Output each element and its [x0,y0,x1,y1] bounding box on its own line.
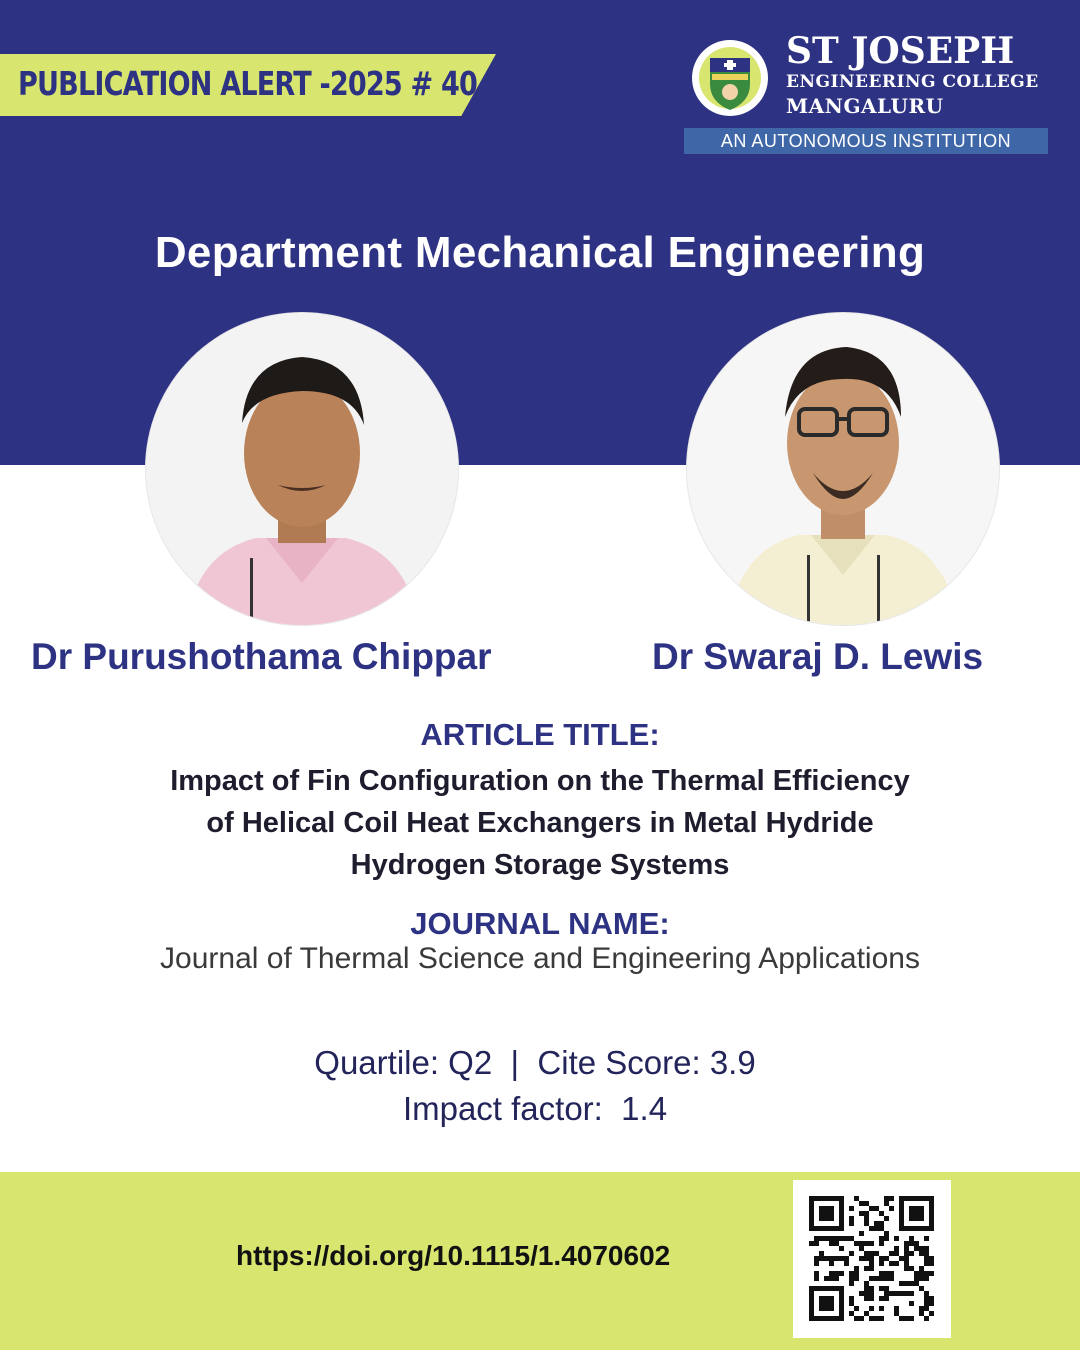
author-portrait-2 [687,313,999,625]
article-title-line-3: Hydrogen Storage Systems [350,849,730,881]
college-subtitle: ENGINEERING COLLEGE [786,72,1039,92]
journal-metrics [0,1040,1070,1132]
qr-code-icon[interactable] [793,1180,951,1338]
author-name-2: Dr Swaraj D. Lewis [652,636,984,677]
article-title-label: ARTICLE TITLE: [420,717,660,752]
publication-alert-label: PUBLICATION ALERT -2025 # 40 [18,64,477,103]
autonomous-badge: AN AUTONOMOUS INSTITUTION [684,128,1048,154]
author-name-1: Dr Purushothama Chippar [31,636,492,677]
impact-factor: Impact factor: 1.4 [402,1090,668,1127]
quartile-citescore: Quartile: Q2 | Cite Score: 3.9 [314,1044,756,1081]
college-city: MANGALURU [786,94,944,118]
article-title [60,760,1020,886]
article-title-line-2: of Helical Coil Heat Exchangers in Metal Hydride [206,807,874,839]
article-title-line-1: Impact of Fin Configuration on the Thermal Efficiency [170,765,910,797]
journal-name: Journal of Thermal Science and Engineering Applications [160,942,920,975]
department-title: Department Mechanical Engineering [154,228,926,277]
doi-link[interactable]: https://doi.org/10.1115/1.4070602 [236,1240,671,1271]
college-name: ST JOSEPH [786,30,1015,72]
author-portrait-1 [146,313,458,625]
college-crest-icon [690,32,770,128]
journal-name-label: JOURNAL NAME: [410,906,670,941]
